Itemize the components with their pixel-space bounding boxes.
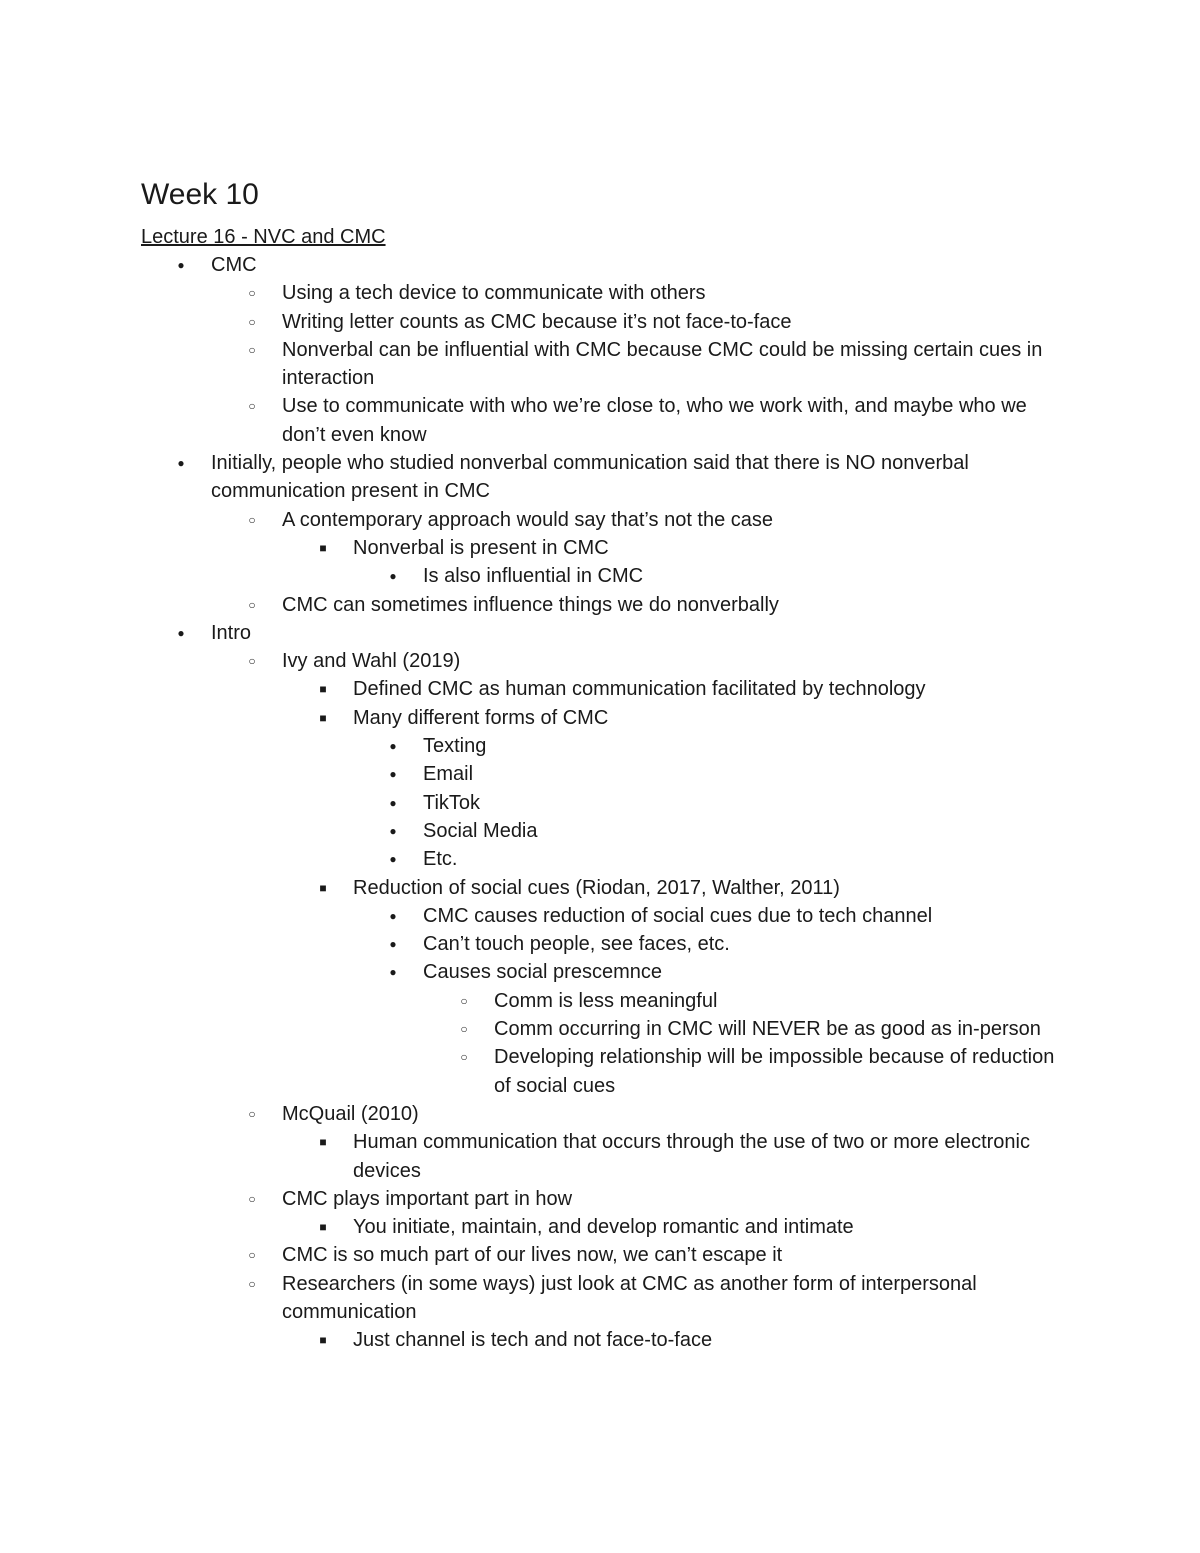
list-item-text: McQuail (2010): [282, 1102, 419, 1125]
list-item: [141, 647, 1071, 675]
bullet-icon: ○: [248, 512, 256, 527]
list-item-text: CMC can sometimes influence things we do nonverbally: [282, 593, 779, 616]
list-item-text: Nonverbal is present in CMC: [353, 536, 609, 559]
bullet-icon: ■: [319, 1220, 327, 1235]
bullet-icon: ○: [248, 654, 256, 669]
list-item: [141, 1100, 1071, 1128]
list-item: [141, 958, 1071, 986]
bullet-icon: ○: [248, 342, 256, 357]
bullet-icon: ■: [319, 1333, 327, 1348]
bullet-icon: ●: [389, 965, 397, 980]
bullet-icon: ○: [248, 1276, 256, 1291]
list-item-text: A contemporary approach would say that’s not the case: [282, 508, 774, 531]
list-item: [141, 817, 1071, 845]
document-page: [141, 175, 1071, 1355]
list-item-text: TikTok: [423, 791, 481, 814]
bullet-icon: ●: [389, 823, 397, 838]
list-item: [141, 1043, 1071, 1100]
list-item: [141, 591, 1071, 619]
list-item-text: Developing relationship will be impossible because of reduction of social cues: [494, 1046, 1055, 1097]
bullet-icon: ○: [460, 1050, 468, 1065]
bullet-icon: ■: [319, 880, 327, 895]
list-item: [141, 619, 1071, 647]
list-item: [141, 1270, 1071, 1327]
list-item: [141, 874, 1071, 902]
bullet-icon: ●: [389, 739, 397, 754]
bullet-icon: ○: [248, 1106, 256, 1121]
list-item: [141, 1128, 1071, 1185]
list-item: [141, 902, 1071, 930]
list-item-text: Texting: [423, 735, 487, 758]
page-title: Week 10: [141, 178, 259, 211]
list-item-text: Human communication that occurs through the use of two or more electronic devices: [353, 1131, 1030, 1182]
list-item-text: Just channel is tech and not face-to-face: [353, 1329, 713, 1352]
list-item: [141, 704, 1071, 732]
bullet-icon: ●: [177, 625, 185, 640]
list-item-text: Using a tech device to communicate with others: [282, 282, 706, 305]
bullet-icon: ■: [319, 682, 327, 697]
list-item-text: Etc.: [423, 848, 458, 871]
notes-list: [141, 251, 1071, 1355]
list-item-text: Use to communicate with who we’re close to, who we work with, and maybe who we don’t even know: [282, 395, 1027, 446]
bullet-icon: ○: [248, 597, 256, 612]
list-item-text: CMC causes reduction of social cues due to tech channel: [423, 904, 933, 927]
list-item-text: Many different forms of CMC: [353, 706, 609, 729]
list-item: [141, 675, 1071, 703]
list-item: [141, 930, 1071, 958]
list-item: [141, 1241, 1071, 1269]
bullet-icon: ○: [248, 399, 256, 414]
list-item-text: Reduction of social cues (Riodan, 2017, Walther, 2011): [353, 876, 840, 899]
list-item: [141, 534, 1071, 562]
list-item: [141, 1015, 1071, 1043]
list-item: [141, 279, 1071, 307]
list-item-text: Comm is less meaningful: [494, 989, 718, 1012]
bullet-icon: ○: [248, 314, 256, 329]
list-item: [141, 1213, 1071, 1241]
bullet-icon: ○: [248, 1191, 256, 1206]
list-item-text: CMC plays important part in how: [282, 1187, 573, 1210]
list-item-text: CMC is so much part of our lives now, we can’t escape it: [282, 1244, 783, 1267]
list-item: [141, 449, 1071, 506]
list-item-text: Email: [423, 763, 474, 786]
list-item: [141, 308, 1071, 336]
bullet-icon: ●: [389, 795, 397, 810]
list-item: [141, 732, 1071, 760]
list-item: [141, 562, 1071, 590]
bullet-icon: ●: [389, 767, 397, 782]
list-item: [141, 789, 1071, 817]
bullet-icon: ○: [460, 1022, 468, 1037]
list-item-text: Social Media: [423, 819, 538, 842]
list-item: [141, 506, 1071, 534]
bullet-icon: ●: [389, 569, 397, 584]
list-item: [141, 392, 1071, 449]
lecture-heading: Lecture 16 - NVC and CMC: [141, 226, 386, 248]
list-item: [141, 845, 1071, 873]
list-item-text: Ivy and Wahl (2019): [282, 650, 461, 673]
bullet-icon: ●: [177, 258, 185, 272]
list-item-text: You initiate, maintain, and develop romantic and intimate: [353, 1216, 854, 1239]
list-item-text: Is also influential in CMC: [423, 565, 644, 588]
bullet-icon: ■: [319, 1135, 327, 1150]
bullet-icon: ●: [389, 937, 397, 952]
bullet-icon: ○: [248, 1248, 256, 1263]
list-item-text: Intro: [211, 621, 252, 644]
list-item-text: Initially, people who studied nonverbal communication said that there is NO nonverbal communication present in CMC: [211, 452, 969, 503]
list-item-text: CMC: [211, 254, 257, 276]
bullet-icon: ■: [319, 710, 327, 725]
list-item-text: Comm occurring in CMC will NEVER be as good as in-person: [494, 1018, 1041, 1041]
bullet-icon: ■: [319, 540, 327, 555]
list-item: [141, 1185, 1071, 1213]
list-item-text: Can’t touch people, see faces, etc.: [423, 933, 730, 956]
bullet-icon: ●: [389, 852, 397, 867]
list-item: [141, 251, 1071, 279]
bullet-icon: ○: [460, 993, 468, 1008]
bullet-icon: ●: [389, 908, 397, 923]
list-item-text: Nonverbal can be influential with CMC because CMC could be missing certain cues in interaction: [282, 338, 1043, 390]
list-item-text: Defined CMC as human communication facilitated by technology: [353, 678, 926, 701]
list-item: [141, 1326, 1071, 1354]
list-item-text: Causes social prescemnce: [423, 961, 662, 984]
bullet-icon: ○: [248, 286, 256, 301]
list-item-text: Writing letter counts as CMC because it’s not face-to-face: [282, 310, 792, 333]
list-item: [141, 760, 1071, 788]
list-item-text: Researchers (in some ways) just look at CMC as another form of interpersonal communication: [282, 1272, 977, 1323]
list-item: [141, 336, 1071, 393]
bullet-icon: ●: [177, 456, 185, 471]
list-item: [141, 987, 1071, 1015]
